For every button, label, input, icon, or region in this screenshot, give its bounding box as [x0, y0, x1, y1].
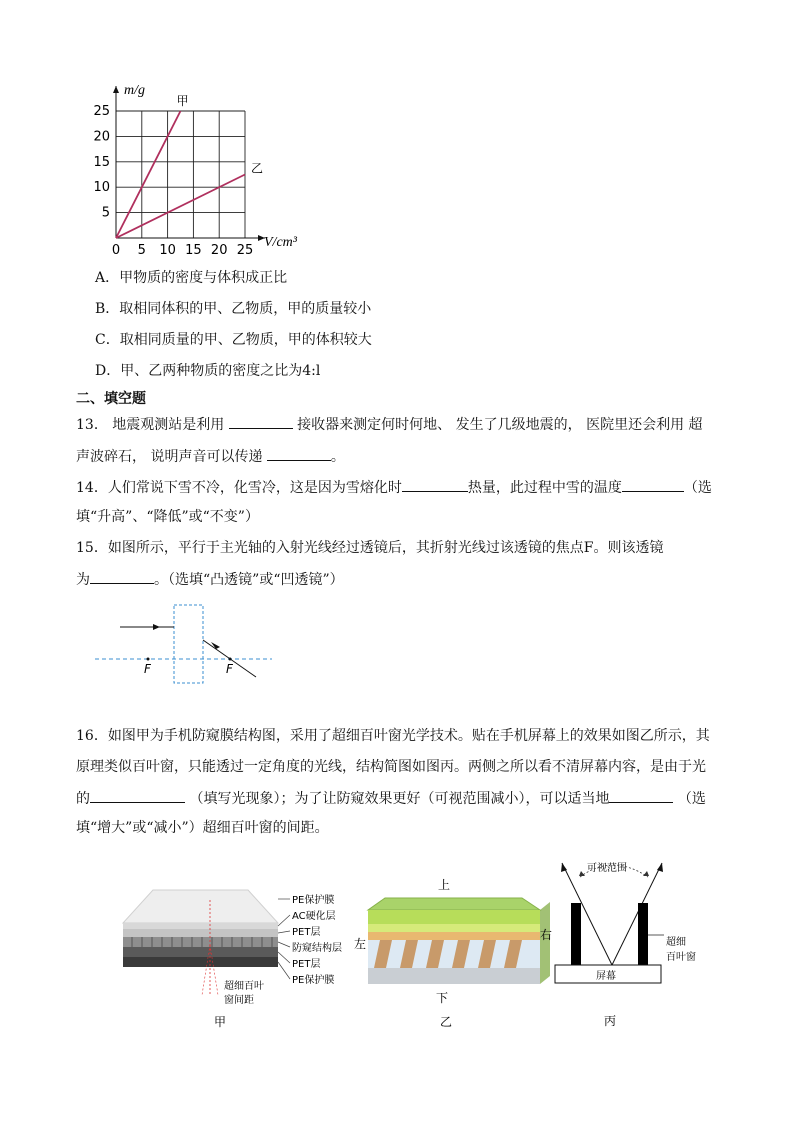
incident-arrow	[153, 624, 160, 630]
film-top-face	[368, 898, 540, 910]
option-d: D．甲、乙两种物质的密度之比为4:l	[95, 363, 321, 379]
label-pet-1: PET层	[292, 927, 321, 938]
q13-text-3: 声波碎石， 说明声音可以传递	[76, 449, 267, 465]
q13-blank-1[interactable]	[229, 414, 293, 429]
layer-privacy	[123, 937, 278, 947]
ray-left	[562, 863, 612, 965]
q13-text-2: 接收器来测定何时何地、 发生了几级地震的， 医院里还会利用 超	[292, 417, 703, 433]
q14-text-2: 热量，此过程中雪的温度	[467, 480, 622, 496]
film-green-front	[368, 910, 540, 924]
mass-volume-chart	[86, 74, 316, 264]
q13-blank-2[interactable]	[267, 446, 331, 461]
y-tick-4: 25	[93, 104, 110, 119]
option-b: B．取相同体积的甲、乙物质，甲的质量较小	[95, 301, 372, 317]
q16-text-3b: （填写光现象）；为了让防窥效果更好（可视范围减小），可以适当地	[185, 791, 610, 807]
label-blind-1: 超细	[666, 937, 686, 948]
film-green-front-2	[368, 924, 540, 932]
q16-blank-2[interactable]	[609, 788, 673, 803]
caption-yi: 乙	[440, 1015, 453, 1029]
label-ac: AC硬化层	[292, 911, 336, 922]
question-13-line1	[76, 414, 703, 435]
blind-left	[571, 903, 581, 965]
focus-left-dot	[147, 658, 150, 661]
layer-pet-1	[123, 929, 278, 937]
q16-blank-1[interactable]	[90, 788, 185, 803]
x-tick-0: 0	[111, 243, 121, 258]
question-16-line4: 填“增大”或“减小”）超细百叶窗的间距。	[76, 820, 329, 836]
layer-pe-bottom	[123, 957, 278, 967]
x-tick-4: 20	[210, 243, 228, 258]
q16-text-3c: （选	[673, 791, 706, 807]
q14-blank-1[interactable]	[402, 477, 468, 492]
layer-pet-2	[123, 947, 278, 957]
label-left: 左	[354, 937, 367, 951]
q16-text-3a: 的	[76, 791, 90, 807]
layer-pe-top	[123, 890, 278, 923]
figure-bing	[552, 855, 712, 1035]
layer-ac	[123, 923, 278, 929]
series-label-0: 甲	[176, 94, 189, 108]
option-a: A．甲物质的密度与体积成正比	[95, 270, 288, 286]
q13-text-1: 13． 地震观测站是利用	[76, 417, 229, 433]
series-line-0	[116, 111, 181, 238]
chart-series	[116, 94, 263, 238]
label-right: 右	[540, 928, 553, 942]
label-top: 上	[438, 878, 451, 892]
label-privacy: 防窥结构层	[292, 943, 342, 954]
film-orange	[368, 932, 540, 940]
q14-text-3: （选	[683, 480, 712, 496]
y-axis-label: m/g	[124, 83, 145, 98]
y-tick-1: 10	[93, 180, 110, 196]
question-16-line2: 原理类似百叶窗，只能透过一定角度的光线，结构简图如图丙。两侧之所以看不清屏幕内容，是由于光	[76, 759, 706, 775]
label-pet-2: PET层	[292, 959, 321, 970]
ray-right	[612, 863, 662, 965]
question-16-line3	[76, 788, 706, 809]
label-spacing-2: 窗间距	[224, 995, 254, 1006]
q15-blank[interactable]	[90, 569, 154, 584]
q14-text-1: 14．人们常说下雪不冷，化雪冷，这是因为雪熔化时	[76, 480, 402, 496]
label-spacing-1: 超细百叶	[224, 981, 264, 992]
figure-yi	[350, 872, 560, 1032]
x-tick-3: 15	[185, 243, 202, 258]
caption-bing: 丙	[604, 1014, 617, 1028]
q13-text-4: 。	[330, 449, 345, 465]
y-tick-0: 5	[101, 205, 110, 221]
caption-jia: 甲	[214, 1015, 227, 1029]
chart-grid	[116, 111, 245, 238]
label-pe-top: PE保护膜	[292, 895, 335, 906]
focus-left-label: F	[144, 662, 151, 676]
lens-figure	[90, 600, 280, 690]
focus-right-label: F	[226, 662, 233, 676]
film-base	[368, 968, 540, 984]
x-tick-1: 5	[137, 243, 146, 258]
label-bottom: 下	[436, 991, 449, 1005]
label-view-range: 可视范围	[587, 863, 627, 874]
x-tick-2: 10	[159, 243, 176, 258]
option-c: C．取相同质量的甲、乙物质，甲的体积较大	[95, 332, 372, 348]
section-title: 二、填空题	[76, 391, 146, 407]
y-tick-3: 20	[93, 129, 110, 145]
question-13-line2	[76, 446, 345, 467]
label-screen: 屏幕	[596, 971, 616, 982]
question-16-line1: 16．如图甲为手机防窥膜结构图，采用了超细百叶窗光学技术。贴在手机屏幕上的效果如图乙所示，其	[76, 728, 710, 744]
focus-right-dot	[229, 658, 232, 661]
figure-jia	[118, 885, 358, 1035]
film-side	[540, 902, 553, 984]
label-blind-2: 百叶窗	[666, 952, 696, 963]
x-tick-5: 25	[236, 243, 254, 258]
question-15-line1: 15．如图所示，平行于主光轴的入射光线经过透镜后，其折射光线过该透镜的焦点F。则该透镜	[76, 540, 664, 556]
y-tick-2: 15	[93, 154, 110, 170]
chart-axes	[113, 86, 265, 241]
question-15-line2	[76, 569, 344, 590]
series-label-1: 乙	[251, 161, 264, 176]
x-axis-label: V/cm³	[264, 235, 297, 250]
question-14-line2: 填“升高”、“降低”或“不变”）	[76, 509, 259, 525]
lens-box	[174, 605, 203, 683]
refracted-arrow	[211, 642, 220, 649]
q14-blank-2[interactable]	[622, 477, 684, 492]
q15-text-3: 。（选填“凸透镜”或“凹透镜”）	[154, 572, 344, 588]
series-line-1	[116, 175, 245, 239]
label-pe-bottom: PE保护膜	[292, 975, 335, 986]
question-14-line1	[76, 477, 712, 498]
blind-right	[638, 903, 648, 965]
y-axis-arrow	[113, 86, 119, 93]
q15-text-2: 为	[76, 572, 90, 588]
